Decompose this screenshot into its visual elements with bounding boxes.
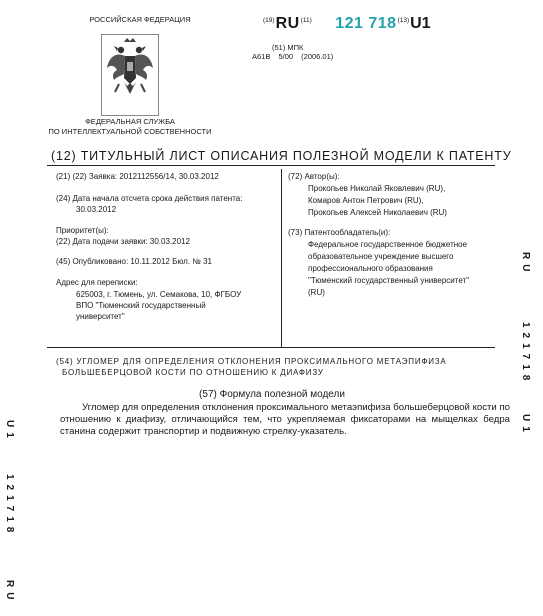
patent-holder-line3: профессионального образования [308, 264, 433, 273]
publication-info: (45) Опубликовано: 10.11.2012 Бюл. № 31 [56, 257, 212, 266]
authors-label: (72) Автор(ы): [288, 172, 340, 181]
address-line2: ВПО "Тюменский государственный [76, 301, 206, 310]
country-name: РОССИЙСКАЯ ФЕДЕРАЦИЯ [89, 15, 191, 24]
agency-name-line1: ФЕДЕРАЛЬНАЯ СЛУЖБА [85, 117, 175, 126]
ipc-version: (2006.01) [301, 52, 334, 61]
right-margin-kind-code: U1 [520, 414, 531, 437]
patent-holder-line5: (RU) [308, 288, 325, 297]
biblio-rule-bottom [47, 347, 495, 348]
inid-code-11: (11) [300, 16, 312, 24]
term-start-date: 30.03.2012 [76, 205, 117, 214]
patent-id-line [262, 15, 431, 33]
coat-of-arms-emblem [101, 34, 159, 116]
right-margin-patent-number: 121718 [520, 322, 531, 386]
author-3: Прокопьев Алексей Николаевич (RU) [308, 208, 447, 217]
left-margin-kind-code: U1 [4, 420, 15, 443]
ipc-row [252, 52, 333, 61]
agency-name-line2: ПО ИНТЕЛЛЕКТУАЛЬНОЙ СОБСТВЕННОСТИ [48, 127, 212, 136]
inid-code-13: (13) [397, 16, 410, 24]
right-margin-country-code: RU [520, 252, 531, 277]
priority-label: Приоритет(ы): [56, 226, 109, 235]
ipc-label: (51) МПК [272, 43, 304, 52]
title-rule-bottom [47, 165, 495, 166]
author-1: Прокопьев Николай Яковлевич (RU), [308, 184, 446, 193]
patent-holder-label: (73) Патентообладатель(и): [288, 228, 391, 237]
application-info: (21) (22) Заявка: 2012112556/14, 30.03.2012 [56, 172, 219, 181]
country-code: RU [275, 15, 300, 32]
address-line1: 625003, г. Тюмень, ул. Семакова, 10, ФГБОУ [76, 290, 242, 299]
left-margin-patent-number: 121718 [4, 474, 15, 538]
term-start-label: (24) Дата начала отсчета срока действия патента: [56, 194, 243, 203]
patent-holder-line2: образовательное учреждение высшего [308, 252, 454, 261]
left-margin-country-code: RU [4, 580, 15, 605]
patent-holder-line4: "Тюменский государственный университет" [308, 276, 470, 285]
kind-code: U1 [410, 15, 431, 32]
address-line3: университет" [76, 312, 125, 321]
patent-holder-line1: Федеральное государственное бюджетное [308, 240, 468, 249]
invention-title-line1: (54) УГЛОМЕР ДЛЯ ОПРЕДЕЛЕНИЯ ОТКЛОНЕНИЯ ПРОКСИМАЛЬНОГО МЕТАЭПИФИЗА [56, 357, 447, 366]
document-title: (12) ТИТУЛЬНЫЙ ЛИСТ ОПИСАНИЯ ПОЛЕЗНОЙ МОДЕЛИ К ПАТЕНТУ [51, 149, 512, 163]
ipc-group: 5/00 [278, 52, 294, 61]
patent-number: 121 718 [335, 15, 397, 32]
column-divider [281, 169, 282, 347]
filing-date: (22) Дата подачи заявки: 30.03.2012 [56, 237, 190, 246]
ipc-class: A61B [252, 52, 271, 61]
claim-heading: (57) Формула полезной модели [199, 389, 345, 400]
inid-code-19: (19) [263, 16, 275, 24]
invention-title-line2: БОЛЬШЕБЕРЦОВОЙ КОСТИ ПО ОТНОШЕНИЮ К ДИАФИЗУ [62, 368, 324, 377]
address-label: Адрес для переписки: [56, 278, 138, 287]
author-2: Комаров Антон Петрович (RU), [308, 196, 424, 205]
claim-text: Угломер для определения отклонения проксимального метаэпифиза большеберцовой кости по отношению к диафизу, отличающийся тем, что укрепляемая фиксаторами на мыщелках бедра станина содержит транспортир и подвижную стрелку-указатель. [60, 402, 510, 438]
